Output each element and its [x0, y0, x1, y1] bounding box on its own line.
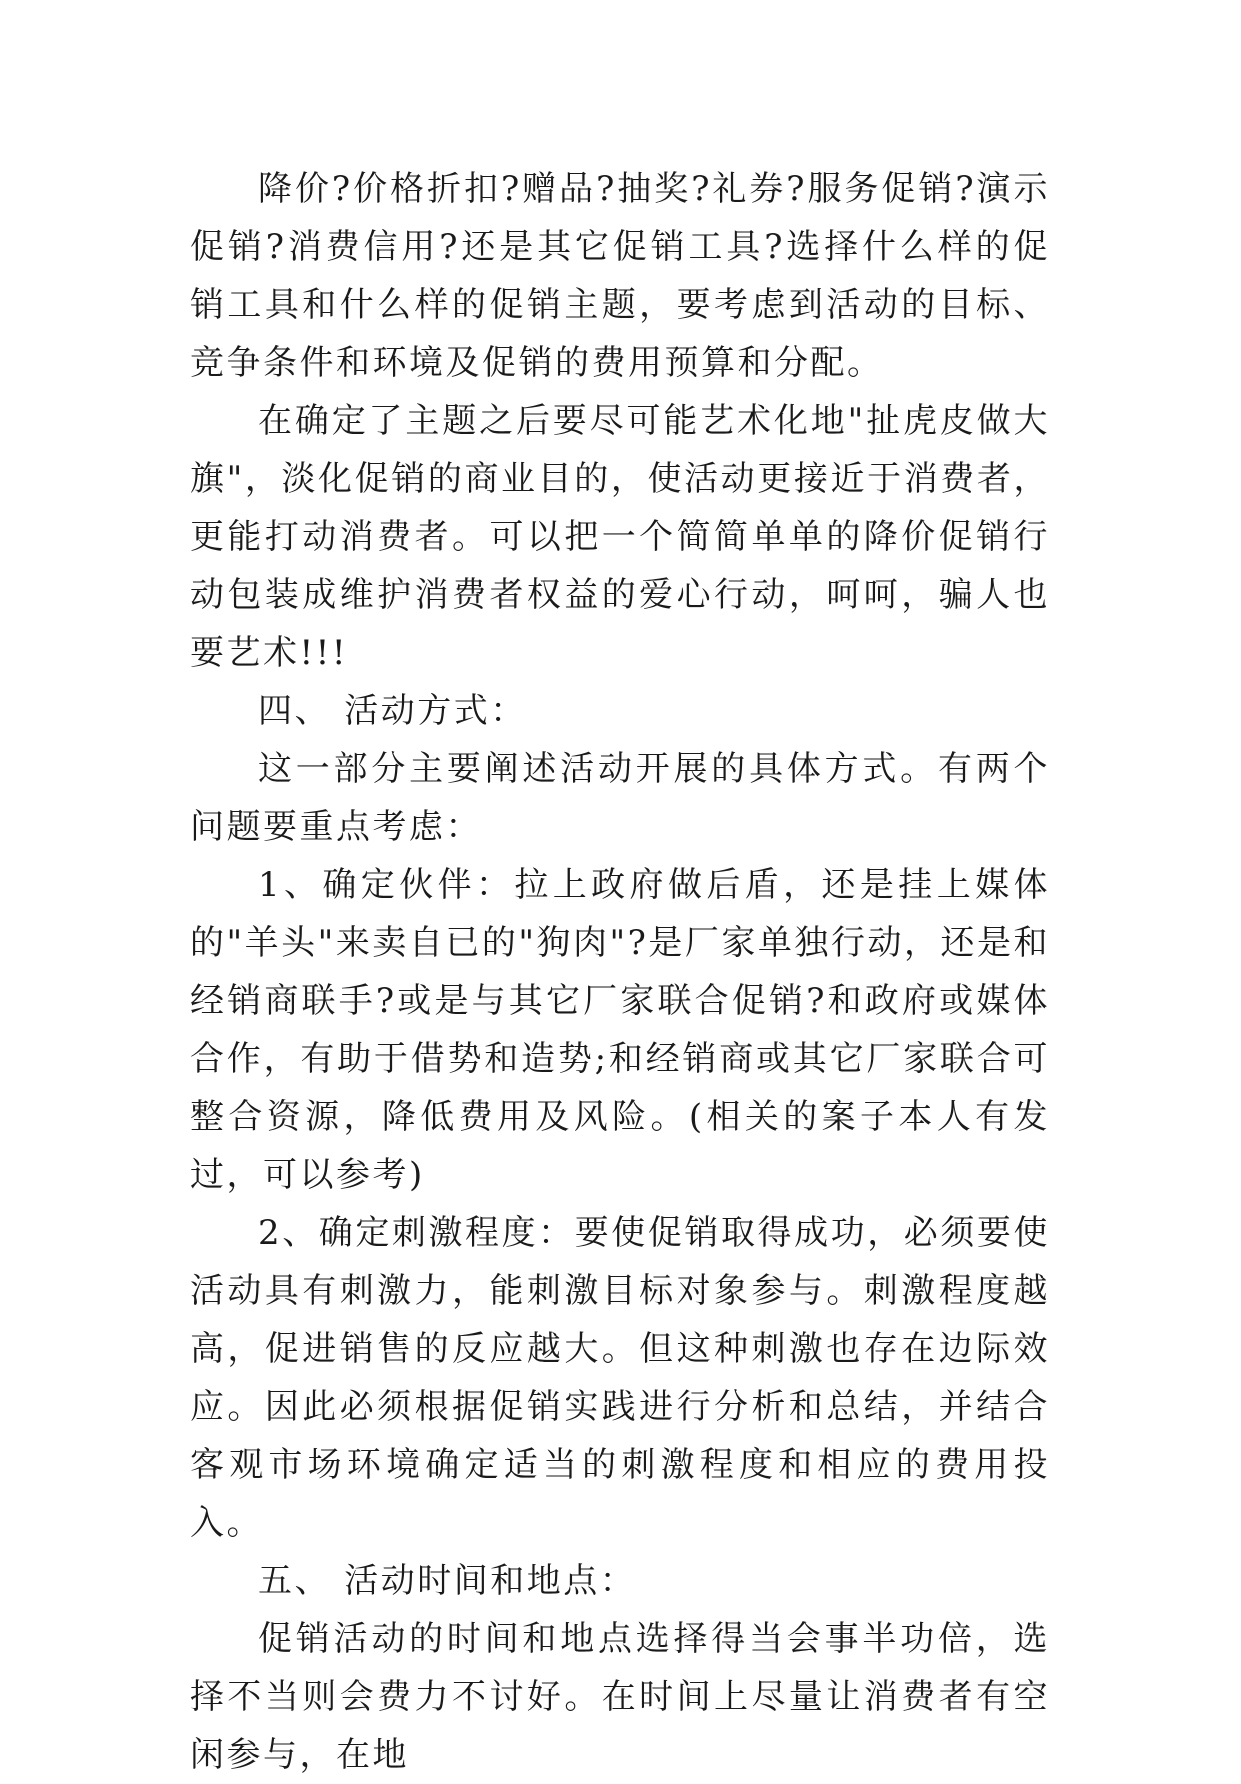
document-body [190, 160, 1050, 1784]
paragraph-theme-artistry: 在确定了主题之后要尽可能艺术化地"扯虎皮做大旗"，淡化促销的商业目的，使活动更接近于消费者，更能打动消费者。可以把一个简简单单的降价促销行动包装成维护消费者权益的爱心行动，呵呵，骗人也要艺术!!! [190, 401, 1050, 673]
paragraph-method-intro: 这一部分主要阐述活动开展的具体方式。有两个问题要重点考虑： [190, 749, 1050, 847]
section-heading-time-place: 五、 活动时间和地点： [258, 1561, 637, 1601]
paragraph-partners: 1、确定伙伴：拉上政府做后盾，还是挂上媒体的"羊头"来卖自已的"狗肉"?是厂家单独行动，还是和经销商联手?或是与其它厂家联合促销?和政府或媒体合作，有助于借势和造势;和经销商或其它厂家联合可整合资源，降低费用及风险。(相关的案子本人有发过，可以参考) [190, 865, 1050, 1195]
section-heading-activity-method: 四、 活动方式： [258, 691, 527, 731]
paragraph-promotion-tools: 降价?价格折扣?赠品?抽奖?礼券?服务促销?演示促销?消费信用?还是其它促销工具?选择什么样的促销工具和什么样的促销主题，要考虑到活动的目标、竞争条件和环境及促销的费用预算和分配。 [190, 169, 1050, 383]
paragraph-stimulus-level: 2、确定刺激程度：要使促销取得成功，必须要使活动具有刺激力，能刺激目标对象参与。刺激程度越高，促进销售的反应越大。但这种刺激也存在边际效应。因此必须根据促销实践进行分析和总结，并结合客观市场环境确定适当的刺激程度和相应的费用投入。 [190, 1213, 1050, 1543]
paragraph-time-place: 促销活动的时间和地点选择得当会事半功倍，选择不当则会费力不讨好。在时间上尽量让消费者有空闲参与，在地 [190, 1619, 1050, 1775]
